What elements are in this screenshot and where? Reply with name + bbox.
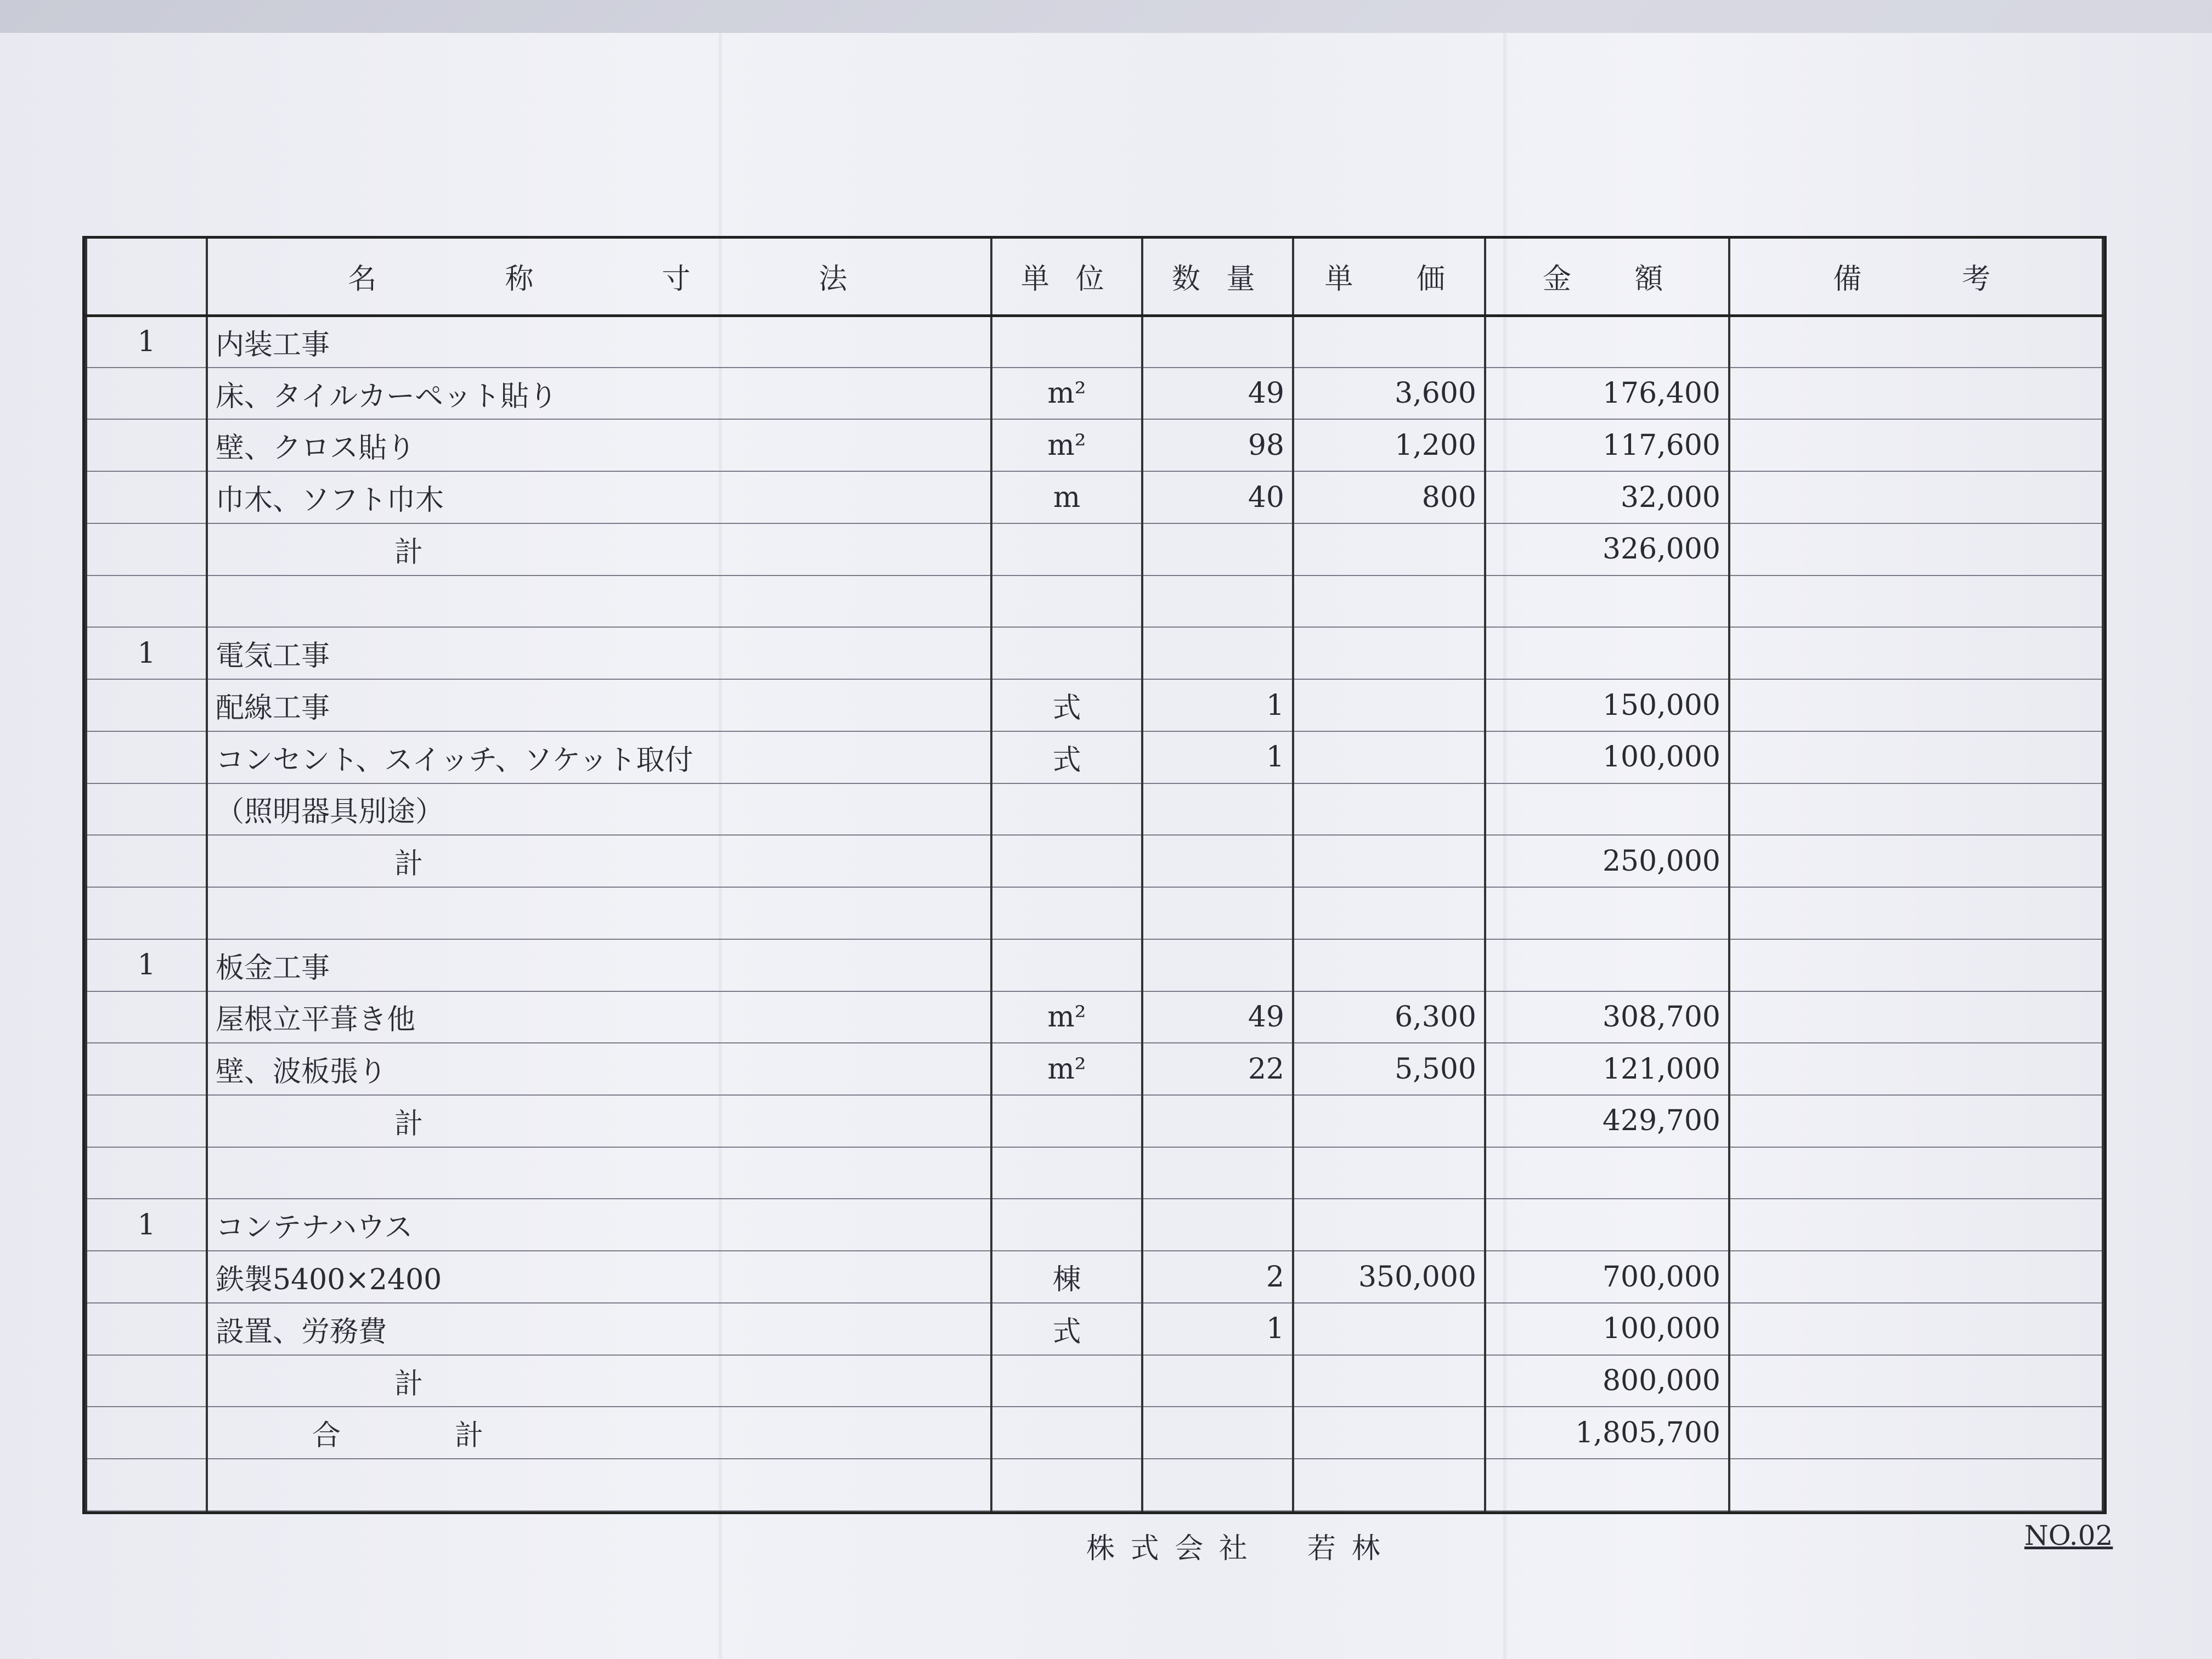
item-unit [991,1147,1142,1199]
item-quantity [1142,315,1293,368]
page-number: NO.02 [2024,1520,2113,1551]
company-name: 株式会社 若林 [1086,1532,1396,1565]
item-unit-price [1293,1459,1485,1511]
item-amount: 308,700 [1485,991,1729,1043]
item-unit-price: 350,000 [1293,1251,1485,1303]
item-note [1729,627,2103,679]
item-note [1729,1147,2103,1199]
item-unit [991,627,1142,679]
table-row [86,368,2103,420]
item-quantity [1142,1147,1293,1199]
item-name: 配線工事 [207,679,991,731]
item-amount: 326,000 [1485,523,1729,575]
item-unit: 式 [991,1303,1142,1355]
item-number [86,1251,207,1303]
item-quantity [1142,783,1293,836]
item-number [86,1147,207,1199]
header-amount: 金 額 [1485,239,1729,315]
item-amount [1485,1147,1729,1199]
item-number [86,1355,207,1407]
item-name: （照明器具別途） [207,783,991,836]
item-number [86,679,207,731]
item-number: 1 [86,939,207,991]
item-unit [991,887,1142,939]
item-number [86,419,207,471]
item-amount [1485,315,1729,368]
table-row [86,419,2103,471]
item-name: 巾木、ソフト巾木 [207,471,991,523]
table-row [86,1199,2103,1251]
item-quantity: 40 [1142,471,1293,523]
item-unit [991,523,1142,575]
item-unit-price [1293,887,1485,939]
item-unit: m [991,471,1142,523]
item-number [86,783,207,836]
item-note [1729,523,2103,575]
item-note [1729,731,2103,783]
item-unit [991,783,1142,836]
item-quantity [1142,1355,1293,1407]
item-name [207,1147,991,1199]
item-note [1729,315,2103,368]
item-name: 板金工事 [207,939,991,991]
item-number [86,575,207,628]
item-name [207,575,991,628]
item-name: 床、タイルカーペット貼り [207,368,991,420]
item-note [1729,1199,2103,1251]
item-unit: 式 [991,679,1142,731]
item-quantity: 2 [1142,1251,1293,1303]
item-unit-price: 800 [1293,471,1485,523]
item-note [1729,1251,2103,1303]
item-name: 計 [207,1355,991,1407]
header-qty: 数 量 [1142,239,1293,315]
table-row [86,575,2103,628]
item-note [1729,887,2103,939]
item-note [1729,419,2103,471]
item-number [86,1303,207,1355]
table-row [86,1303,2103,1355]
item-unit-price [1293,315,1485,368]
item-unit: 棟 [991,1251,1142,1303]
item-name: 計 [207,835,991,887]
item-amount [1485,627,1729,679]
item-unit [991,315,1142,368]
item-number [86,991,207,1043]
item-unit-price [1293,939,1485,991]
item-amount: 150,000 [1485,679,1729,731]
item-quantity: 49 [1142,368,1293,420]
item-unit-price [1293,1355,1485,1407]
item-name: 合 計 [207,1407,991,1459]
item-name: 計 [207,1095,991,1147]
header-unit: 単 位 [991,239,1142,315]
table-row [86,471,2103,523]
header-no [86,239,207,315]
item-note [1729,835,2103,887]
item-unit [991,1407,1142,1459]
table-row [86,1043,2103,1095]
item-unit-price [1293,523,1485,575]
item-amount: 700,000 [1485,1251,1729,1303]
item-amount: 32,000 [1485,471,1729,523]
item-unit-price: 6,300 [1293,991,1485,1043]
estimate-table [85,239,2104,1511]
item-unit-price: 1,200 [1293,419,1485,471]
item-number [86,1459,207,1511]
item-unit [991,1355,1142,1407]
header-name: 名 称 寸 法 [207,239,991,315]
item-amount: 121,000 [1485,1043,1729,1095]
table-row [86,731,2103,783]
item-amount [1485,939,1729,991]
item-unit-price [1293,679,1485,731]
item-unit [991,939,1142,991]
table-row [86,887,2103,939]
item-number [86,887,207,939]
table-row [86,1251,2103,1303]
item-amount: 429,700 [1485,1095,1729,1147]
table-row [86,991,2103,1043]
item-unit [991,835,1142,887]
item-unit-price [1293,1199,1485,1251]
item-name [207,887,991,939]
item-number [86,1407,207,1459]
item-unit: m² [991,1043,1142,1095]
table-row [86,1095,2103,1147]
item-note [1729,679,2103,731]
item-name: 設置、労務費 [207,1303,991,1355]
header-note: 備 考 [1729,239,2103,315]
table-row [86,835,2103,887]
item-unit-price [1293,1303,1485,1355]
item-unit [991,1095,1142,1147]
item-amount: 100,000 [1485,731,1729,783]
item-note [1729,1095,2103,1147]
item-note [1729,783,2103,836]
table-row [86,1407,2103,1459]
item-unit: 式 [991,731,1142,783]
item-unit-price: 3,600 [1293,368,1485,420]
item-unit [991,575,1142,628]
item-note [1729,1407,2103,1459]
table-row [86,1147,2103,1199]
item-quantity [1142,1459,1293,1511]
item-number [86,835,207,887]
table-row [86,783,2103,836]
item-quantity: 1 [1142,679,1293,731]
item-note [1729,991,2103,1043]
item-quantity [1142,523,1293,575]
table-row [86,523,2103,575]
item-unit-price [1293,627,1485,679]
item-unit: m² [991,368,1142,420]
item-number: 1 [86,627,207,679]
item-note [1729,575,2103,628]
item-number: 1 [86,315,207,368]
item-quantity [1142,1095,1293,1147]
item-name: コンテナハウス [207,1199,991,1251]
item-name: 壁、クロス貼り [207,419,991,471]
item-name: 鉄製5400×2400 [207,1251,991,1303]
item-unit: m² [991,419,1142,471]
item-name: コンセント、スイッチ、ソケット取付 [207,731,991,783]
item-quantity [1142,575,1293,628]
item-amount: 117,600 [1485,419,1729,471]
item-name: 内装工事 [207,315,991,368]
item-quantity: 1 [1142,1303,1293,1355]
item-amount [1485,1199,1729,1251]
item-number [86,731,207,783]
item-quantity [1142,835,1293,887]
item-note [1729,1459,2103,1511]
table-header-row [86,239,2103,315]
item-number [86,523,207,575]
item-number [86,471,207,523]
item-quantity [1142,939,1293,991]
item-amount [1485,887,1729,939]
item-quantity: 22 [1142,1043,1293,1095]
item-unit [991,1199,1142,1251]
estimate-table-frame [82,236,2107,1514]
item-quantity [1142,1407,1293,1459]
item-name: 計 [207,523,991,575]
item-amount [1485,1459,1729,1511]
table-row [86,1459,2103,1511]
item-unit-price [1293,835,1485,887]
table-row [86,939,2103,991]
table-row [86,679,2103,731]
item-number: 1 [86,1199,207,1251]
item-amount: 100,000 [1485,1303,1729,1355]
item-note [1729,939,2103,991]
item-name [207,1459,991,1511]
item-number [86,1043,207,1095]
item-amount: 250,000 [1485,835,1729,887]
item-amount: 800,000 [1485,1355,1729,1407]
table-row [86,315,2103,368]
item-quantity: 1 [1142,731,1293,783]
item-unit-price [1293,1095,1485,1147]
table-row [86,1355,2103,1407]
item-unit: m² [991,991,1142,1043]
item-number [86,368,207,420]
item-note [1729,471,2103,523]
item-unit-price [1293,575,1485,628]
item-unit-price [1293,1147,1485,1199]
item-quantity [1142,1199,1293,1251]
item-note [1729,1303,2103,1355]
item-name: 壁、波板張り [207,1043,991,1095]
item-unit-price [1293,731,1485,783]
item-amount [1485,575,1729,628]
item-note [1729,1355,2103,1407]
table-body [86,315,2103,1511]
item-name: 屋根立平葺き他 [207,991,991,1043]
item-unit [991,1459,1142,1511]
item-unit-price [1293,783,1485,836]
item-quantity [1142,887,1293,939]
header-price: 単 価 [1293,239,1485,315]
item-unit-price [1293,1407,1485,1459]
item-note [1729,368,2103,420]
item-amount: 1,805,700 [1485,1407,1729,1459]
item-note [1729,1043,2103,1095]
item-amount: 176,400 [1485,368,1729,420]
item-quantity: 49 [1142,991,1293,1043]
item-amount [1485,783,1729,836]
table-row [86,627,2103,679]
item-number [86,1095,207,1147]
item-unit-price: 5,500 [1293,1043,1485,1095]
item-quantity [1142,627,1293,679]
item-name: 電気工事 [207,627,991,679]
item-quantity: 98 [1142,419,1293,471]
